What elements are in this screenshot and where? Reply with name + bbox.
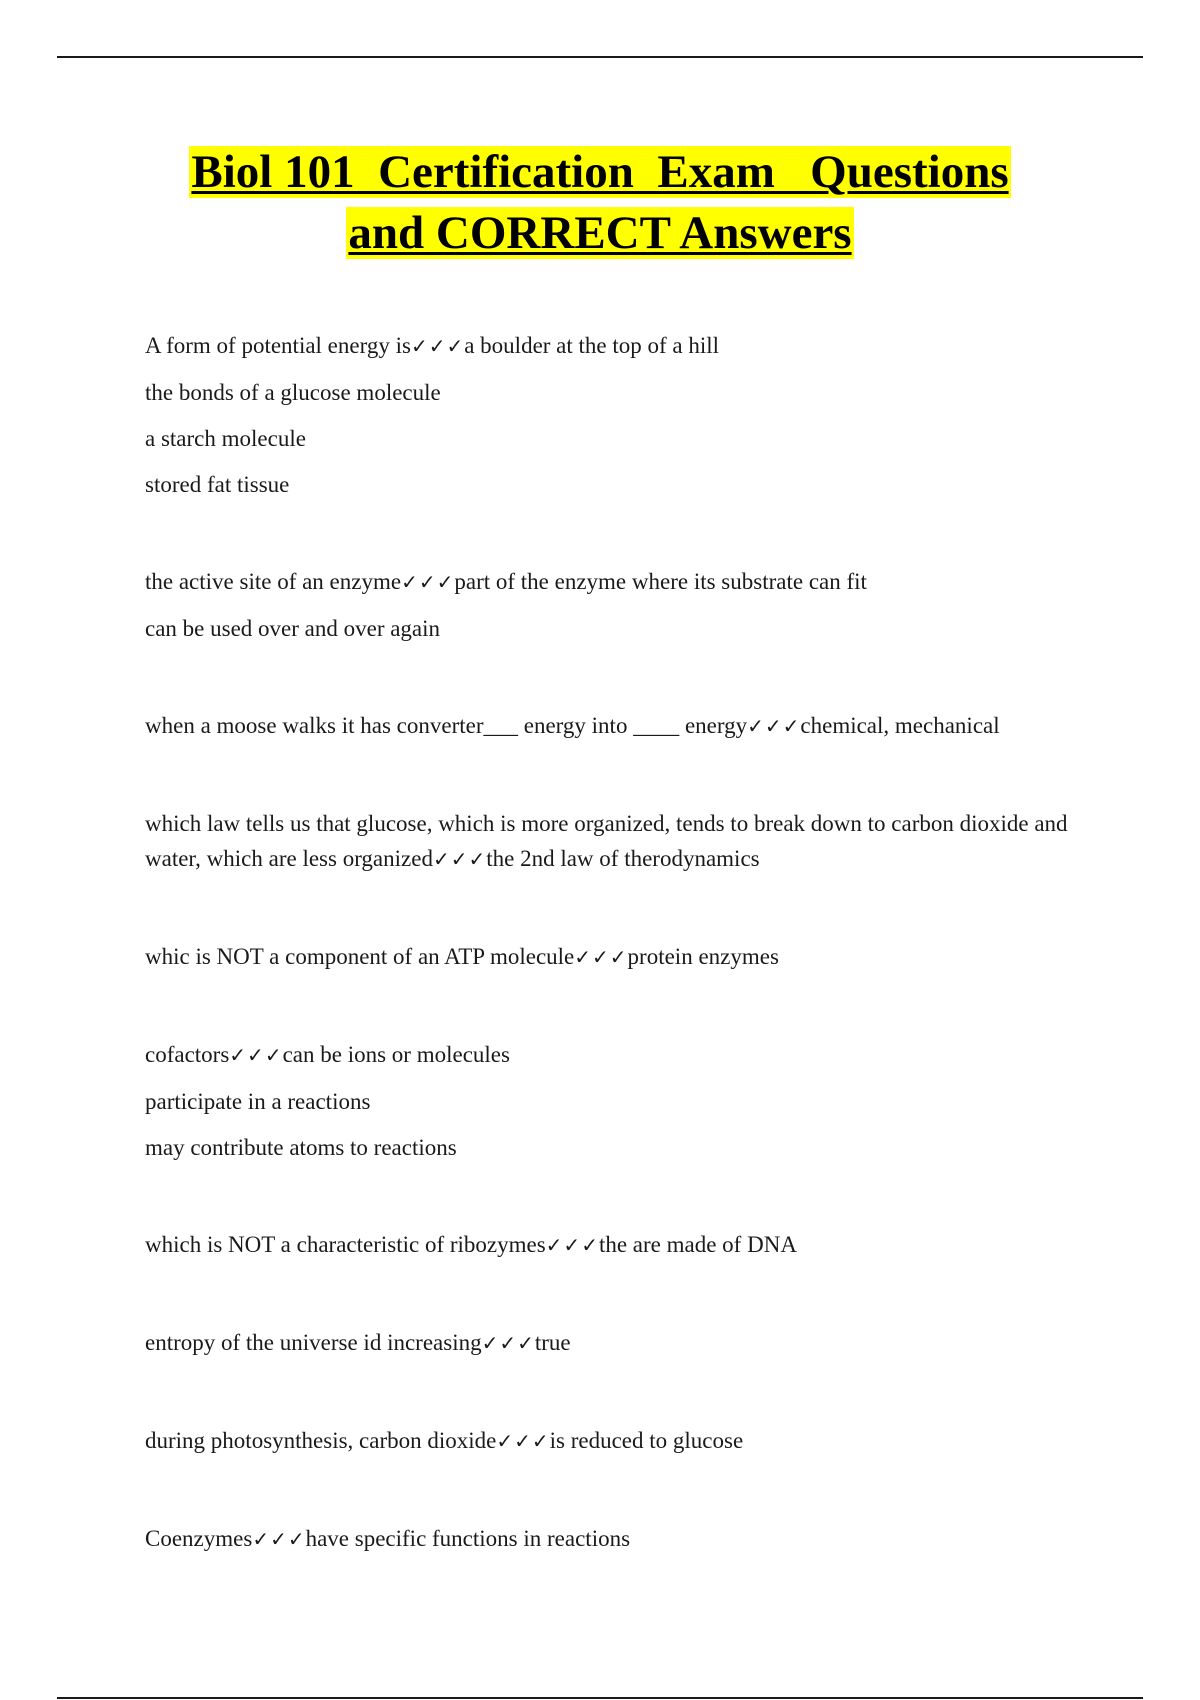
question-text: which is NOT a characteristic of ribozymes	[145, 1232, 546, 1257]
answer-text: the are made of DNA	[598, 1232, 797, 1257]
page-title	[0, 142, 1200, 264]
answer-text: chemical, mechanical	[800, 713, 1000, 738]
qa-question-row	[145, 1325, 1075, 1361]
checkmark-icon: ✓✓✓	[747, 714, 801, 738]
question-text: entropy of the universe id increasing	[145, 1330, 482, 1355]
title-line-1: Biol 101 Certification Exam Questions	[191, 146, 1009, 198]
answer-text: a boulder at the top of a hill	[464, 333, 720, 358]
qa-question-row	[145, 1037, 1075, 1073]
answer-text: can be ions or molecules	[282, 1042, 510, 1067]
answer-extra: a starch molecule	[145, 426, 306, 451]
answer-text: part of the enzyme where its substrate can fit	[454, 569, 867, 594]
qa-item	[145, 939, 1075, 975]
question-text: during photosynthesis, carbon dioxide	[145, 1428, 497, 1453]
qa-item	[145, 708, 1075, 744]
question-text: the active site of an enzyme	[145, 569, 402, 594]
question-text: cofactors	[145, 1042, 230, 1067]
qa-item	[145, 564, 1075, 646]
answer-text: the 2nd law of therodynamics	[486, 846, 760, 871]
qa-question-row	[145, 1521, 1075, 1557]
answer-text: have specific functions in reactions	[305, 1526, 631, 1551]
answer-text: protein enzymes	[627, 944, 779, 969]
question-text: whic is NOT a component of an ATP molecule	[145, 944, 575, 969]
qa-question-row	[145, 328, 1075, 364]
checkmark-icon: ✓✓✓	[481, 1331, 535, 1355]
question-text: Coenzymes	[145, 1526, 253, 1551]
qa-question-row	[145, 1423, 1075, 1459]
qa-question-row	[145, 1227, 1075, 1263]
question-text: which law tells us that glucose, which is more organized, tends to break down to carbon dioxide and water, which are less organized	[145, 811, 1068, 871]
answer-extra: may contribute atoms to reactions	[145, 1135, 457, 1160]
checkmark-icon: ✓✓✓	[410, 334, 465, 358]
answer-extra: stored fat tissue	[145, 472, 290, 497]
qa-list	[145, 328, 1075, 1557]
checkmark-icon: ✓✓✓	[252, 1527, 306, 1551]
qa-item	[145, 1037, 1075, 1165]
qa-item	[145, 806, 1075, 877]
qa-question-row	[145, 806, 1075, 877]
qa-question-row	[145, 939, 1075, 975]
answer-text: true	[534, 1330, 571, 1355]
qa-question-row	[145, 708, 1075, 744]
bottom-rule	[57, 1697, 1143, 1699]
qa-item	[145, 1521, 1075, 1557]
checkmark-icon: ✓✓✓	[545, 1233, 599, 1257]
checkmark-icon: ✓✓✓	[401, 570, 455, 594]
answer-extra: can be used over and over again	[145, 616, 441, 641]
question-text: when a moose walks it has converter___ energy into ____ energy	[145, 713, 748, 738]
checkmark-icon: ✓✓✓	[496, 1429, 550, 1453]
checkmark-icon: ✓✓✓	[574, 945, 628, 969]
qa-item	[145, 1325, 1075, 1361]
qa-item	[145, 328, 1075, 502]
question-text: A form of potential energy is	[145, 333, 411, 358]
top-rule	[57, 56, 1143, 58]
qa-item	[145, 1227, 1075, 1263]
qa-item	[145, 1423, 1075, 1459]
answer-text: is reduced to glucose	[549, 1428, 744, 1453]
checkmark-icon: ✓✓✓	[432, 847, 487, 871]
answer-extra: participate in a reactions	[145, 1089, 371, 1114]
checkmark-icon: ✓✓✓	[229, 1043, 283, 1067]
answer-extra: the bonds of a glucose molecule	[145, 380, 441, 405]
qa-question-row	[145, 564, 1075, 600]
title-line-2: and CORRECT Answers	[348, 207, 852, 259]
